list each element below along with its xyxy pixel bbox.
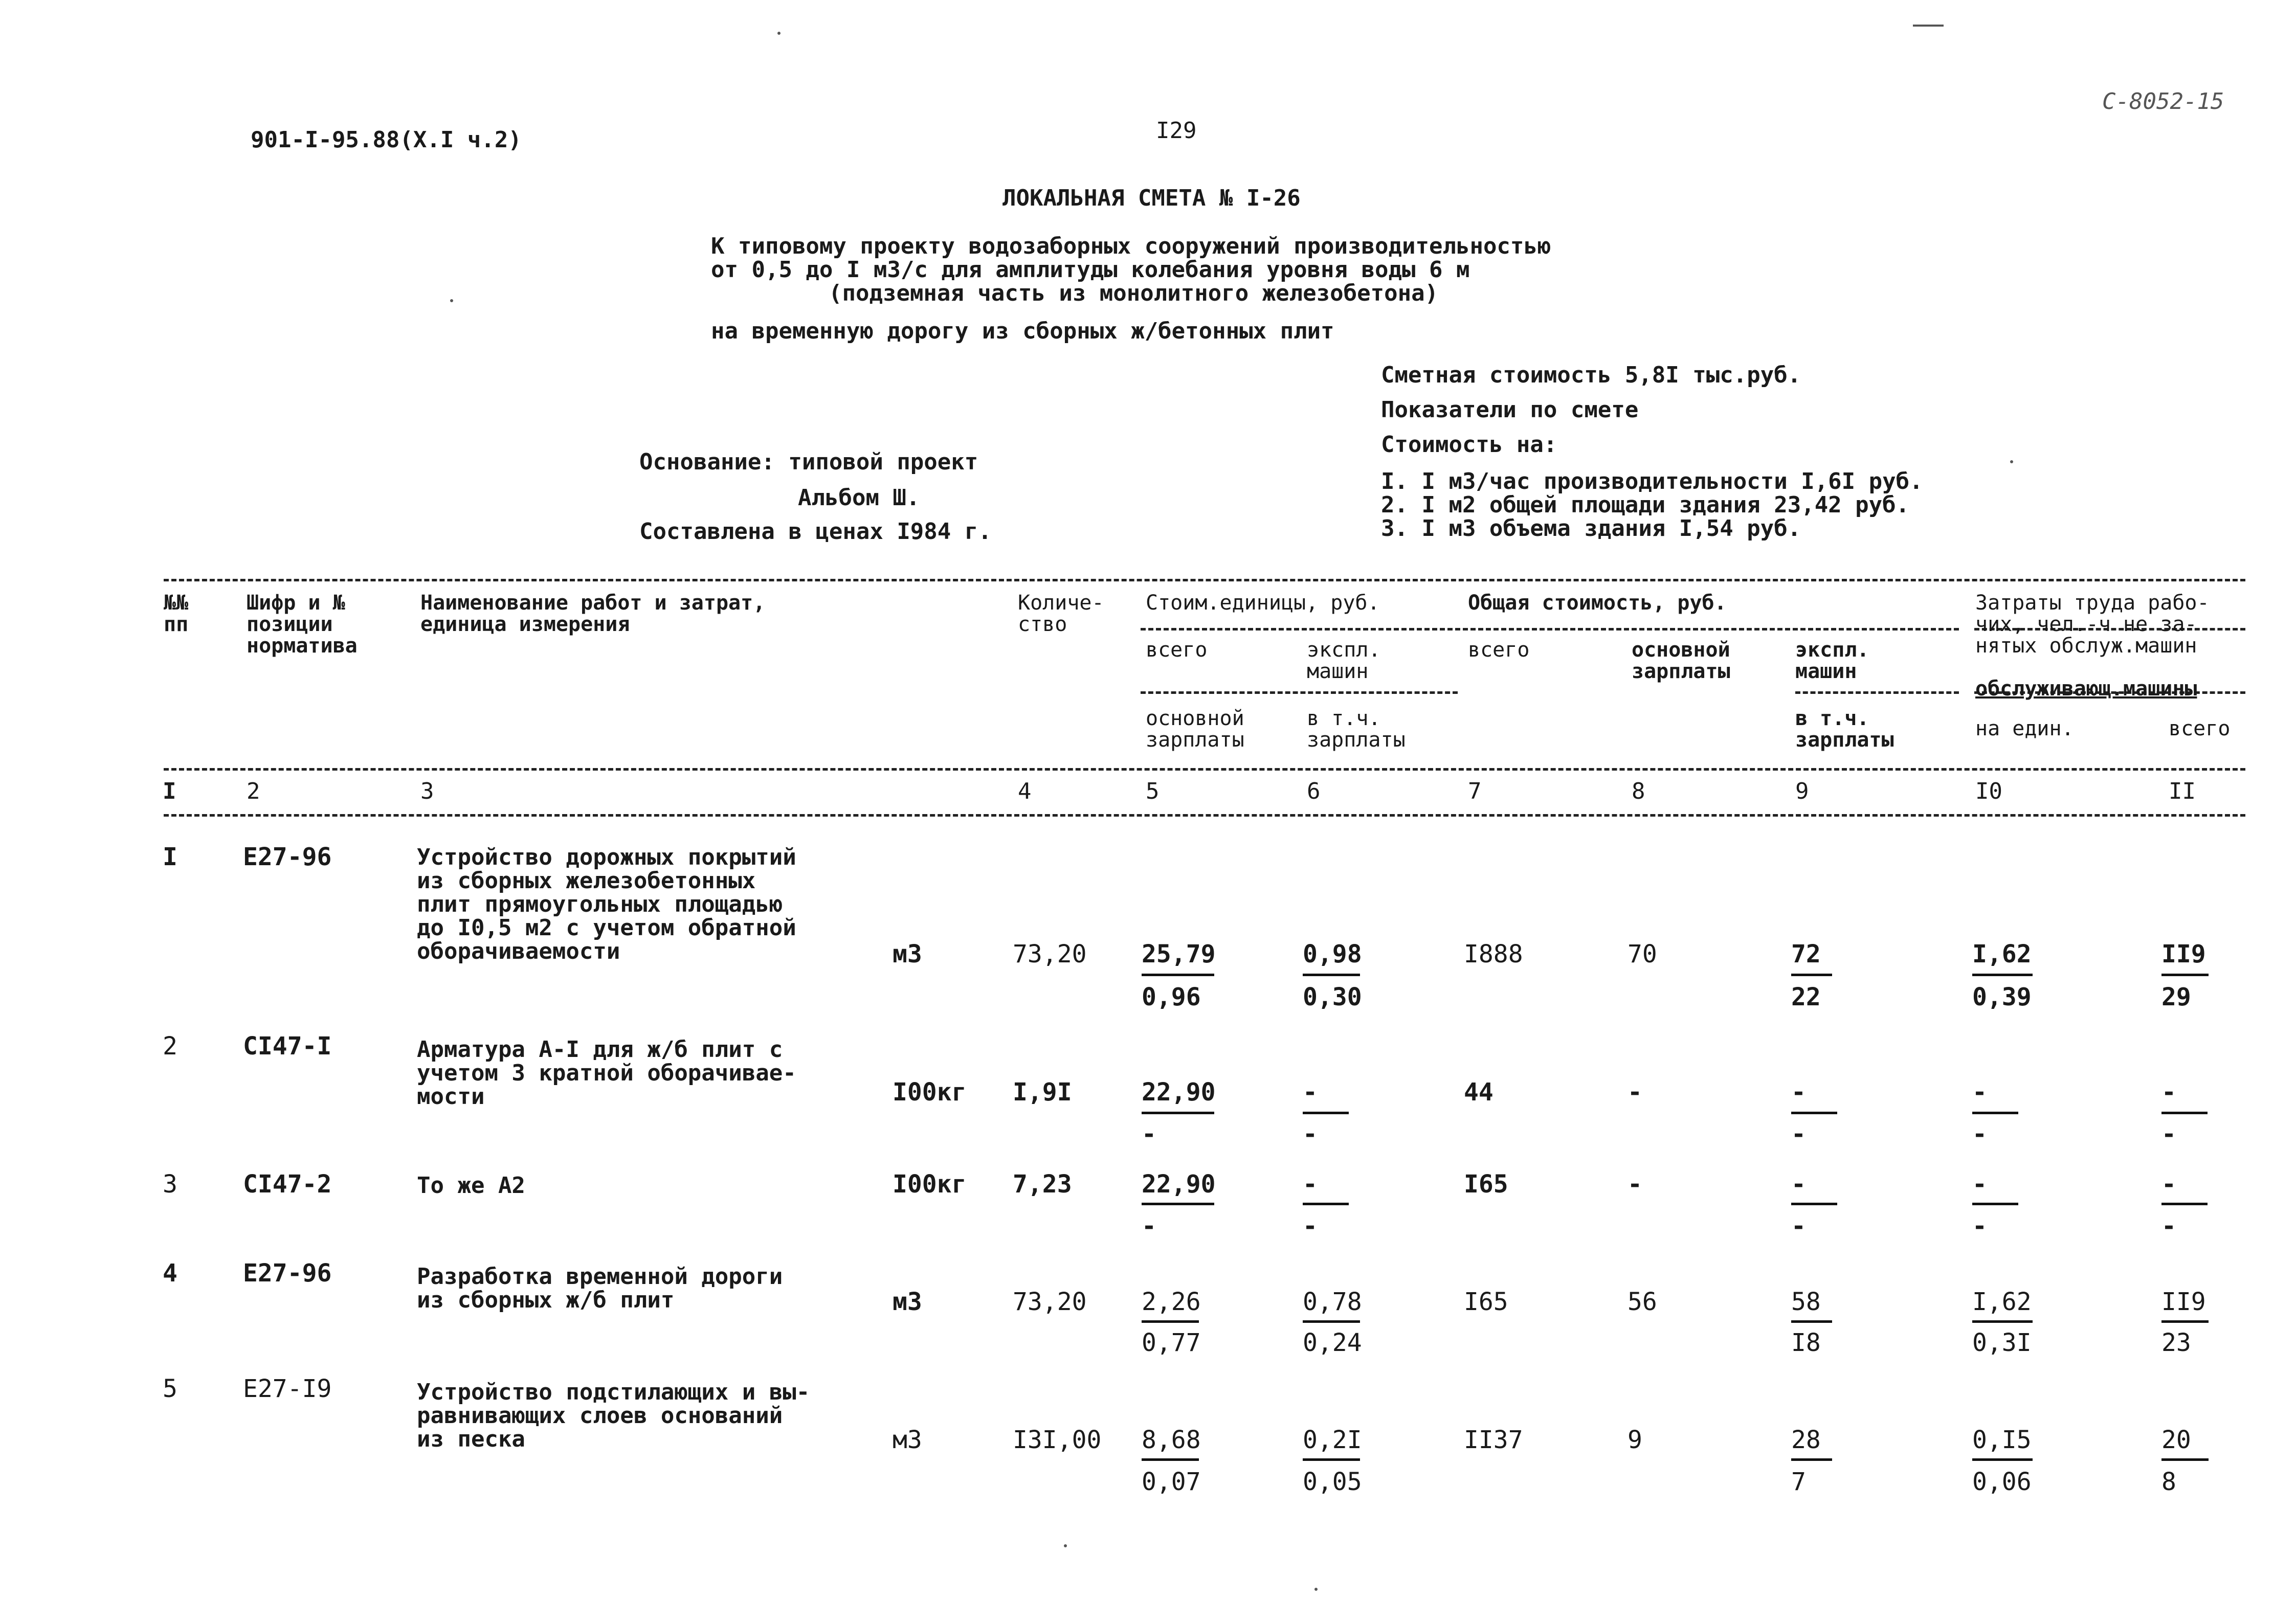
labor-total: II9 bbox=[2161, 940, 2206, 968]
labor-per-unit: 0,I5 bbox=[1972, 1426, 2032, 1454]
row-quantity: 73,20 bbox=[1013, 940, 1087, 968]
row-code: СI47-2 bbox=[243, 1170, 332, 1199]
total-mach-wage: - bbox=[1791, 1120, 1806, 1148]
fraction-bar bbox=[1972, 1112, 2018, 1114]
labor-serv-unit: 0,3I bbox=[1972, 1328, 2032, 1357]
row-description: Устройство подстилающих и вы- равнивающих слоев оснований из песка bbox=[417, 1379, 810, 1452]
labor-serv-total: 29 bbox=[2161, 983, 2191, 1011]
subtitle-line-2: от 0,5 до I м3/с для амплитуды колебания уровня воды 6 м bbox=[711, 257, 1470, 283]
fraction-bar bbox=[2161, 1112, 2208, 1114]
col-header-labor-unit: на един. bbox=[1975, 717, 2074, 740]
col-number: I bbox=[163, 778, 176, 804]
col-header-total-cost: Общая стоимость, руб. bbox=[1468, 591, 1727, 615]
cost-per-heading: Стоимость на: bbox=[1381, 432, 1557, 458]
row-code: Е27-96 bbox=[243, 843, 332, 871]
fraction-bar bbox=[1142, 1458, 1199, 1461]
labor-serv-unit: - bbox=[1972, 1120, 1987, 1148]
indicator-3: 3. I м3 объема здания I,54 руб. bbox=[1381, 515, 1801, 542]
col-header-code: Шифр и № позиции норматива bbox=[247, 591, 358, 658]
header-mach-rule bbox=[1795, 691, 1959, 694]
unit-cost-wage: 0,96 bbox=[1142, 983, 1201, 1011]
unit-cost-mach-wage: 0,24 bbox=[1303, 1328, 1362, 1357]
col-number: I0 bbox=[1975, 778, 2002, 804]
fraction-bar bbox=[1791, 1458, 1832, 1461]
col-header-total-all: всего bbox=[1468, 638, 1530, 662]
document-title: ЛОКАЛЬНАЯ СМЕТА № I-26 bbox=[1002, 185, 1301, 211]
archive-stamp: С-8052-15 bbox=[2102, 88, 2224, 115]
total-cost: I888 bbox=[1464, 940, 1523, 968]
row-quantity: 7,23 bbox=[1013, 1170, 1072, 1199]
total-machines: 72 bbox=[1791, 940, 1821, 968]
col-header-total-incl: в т.ч. зарплаты bbox=[1795, 707, 1894, 752]
header-unit-rule bbox=[1141, 691, 1458, 694]
unit-cost-wage: - bbox=[1142, 1120, 1156, 1148]
document-code: 901-I-95.88(X.I ч.2) bbox=[251, 127, 522, 153]
labor-per-unit: - bbox=[1972, 1170, 1987, 1199]
header-mid-rule bbox=[164, 768, 2245, 771]
fraction-bar bbox=[1142, 1320, 1199, 1323]
total-wage: 56 bbox=[1628, 1288, 1657, 1316]
fraction-bar bbox=[1972, 974, 2033, 976]
fraction-bar bbox=[1303, 1458, 1360, 1461]
indicator-2: 2. I м2 общей площади здания 23,42 руб. bbox=[1381, 492, 1910, 518]
scan-speck bbox=[450, 299, 453, 302]
fraction-bar bbox=[1972, 1320, 2033, 1323]
unit-cost-wage: 0,77 bbox=[1142, 1328, 1201, 1357]
fraction-bar bbox=[2161, 974, 2209, 976]
row-quantity: I,9I bbox=[1013, 1078, 1072, 1107]
row-description: Разработка временной дороги из сборных ж/б плит bbox=[417, 1264, 783, 1313]
col-header-total-mach: экспл. машин bbox=[1795, 638, 1869, 683]
total-mach-wage: 7 bbox=[1791, 1468, 1806, 1496]
total-wage: - bbox=[1628, 1170, 1642, 1199]
fraction-bar bbox=[1142, 1203, 1214, 1205]
total-mach-wage: - bbox=[1791, 1212, 1806, 1241]
unit-cost-mach-wage: - bbox=[1303, 1120, 1318, 1148]
col-header-unit-mach: экспл. машин bbox=[1307, 638, 1381, 683]
col-header-labor-all: всего bbox=[2169, 717, 2231, 740]
labor-total: - bbox=[2161, 1078, 2176, 1107]
header-cost-rule bbox=[1141, 628, 1959, 630]
total-cost: II37 bbox=[1464, 1426, 1523, 1454]
fraction-bar bbox=[1791, 974, 1832, 976]
labor-total: - bbox=[2161, 1170, 2176, 1199]
row-number: 5 bbox=[163, 1374, 177, 1403]
row-unit: I00кг bbox=[893, 1078, 967, 1107]
fraction-bar bbox=[2161, 1320, 2209, 1323]
row-code: Е27-96 bbox=[243, 1259, 332, 1288]
fraction-bar bbox=[1303, 1112, 1349, 1114]
unit-cost-total: 25,79 bbox=[1142, 940, 1216, 968]
basis-line-2: Альбом Ш. bbox=[798, 485, 920, 511]
unit-cost-wage: 0,07 bbox=[1142, 1468, 1201, 1496]
fraction-bar bbox=[1142, 974, 1214, 976]
row-number: 3 bbox=[163, 1170, 177, 1199]
col-header-number: №№ пп bbox=[164, 591, 189, 636]
fraction-bar bbox=[1303, 1320, 1360, 1323]
col-header-name: Наименование работ и затрат, единица измерения bbox=[420, 591, 766, 636]
unit-cost-total: 22,90 bbox=[1142, 1170, 1216, 1199]
col-header-unit-cost: Стоим.единицы, руб. bbox=[1146, 591, 1380, 615]
col-number: 3 bbox=[420, 778, 434, 804]
total-wage: 70 bbox=[1628, 940, 1657, 968]
basis-line-3: Составлена в ценах I984 г. bbox=[639, 519, 992, 545]
row-number: 4 bbox=[163, 1259, 177, 1288]
labor-per-unit: I,62 bbox=[1972, 940, 2032, 968]
col-number: 8 bbox=[1632, 778, 1645, 804]
subtitle-line-3: (подземная часть из монолитного железобетона) bbox=[829, 280, 1439, 306]
row-number: 2 bbox=[163, 1032, 177, 1061]
row-quantity: 73,20 bbox=[1013, 1288, 1087, 1316]
scan-speck bbox=[1314, 1588, 1318, 1591]
unit-cost-machines: 0,78 bbox=[1303, 1288, 1362, 1316]
col-number: 6 bbox=[1307, 778, 1321, 804]
unit-cost-machines: 0,98 bbox=[1303, 940, 1362, 968]
total-machines: 58 bbox=[1791, 1288, 1821, 1316]
subtitle-line-1: К типовому проекту водозаборных сооружений производительностью bbox=[711, 233, 1551, 259]
row-code: Е27-I9 bbox=[243, 1374, 332, 1403]
labor-serv-unit: 0,06 bbox=[1972, 1468, 2032, 1496]
total-cost: I65 bbox=[1464, 1170, 1508, 1199]
unit-cost-mach-wage: 0,05 bbox=[1303, 1468, 1362, 1496]
row-unit: I00кг bbox=[893, 1170, 967, 1199]
row-description: Арматура А-I для ж/б плит с учетом 3 кратной оборачивае- мости bbox=[417, 1036, 796, 1110]
fraction-bar bbox=[1791, 1203, 1837, 1205]
labor-per-unit: I,62 bbox=[1972, 1288, 2032, 1316]
col-header-total-wage: основной зарплаты bbox=[1632, 638, 1730, 683]
scan-speck bbox=[1913, 25, 1944, 27]
scan-speck bbox=[1064, 1544, 1067, 1547]
col-header-unit-all: всего bbox=[1146, 638, 1208, 662]
indicator-1: I. I м3/час производительности I,6I руб. bbox=[1381, 468, 1923, 494]
fraction-bar bbox=[1303, 974, 1360, 976]
labor-serv-total: 23 bbox=[2161, 1328, 2191, 1357]
header-top-rule bbox=[164, 579, 2245, 581]
fraction-bar bbox=[1972, 1203, 2018, 1205]
unit-cost-mach-wage: 0,30 bbox=[1303, 983, 1362, 1011]
col-number: 4 bbox=[1018, 778, 1032, 804]
col-number: 5 bbox=[1146, 778, 1160, 804]
basis-line-1: Основание: типовой проект bbox=[639, 449, 978, 475]
row-code: СI47-I bbox=[243, 1032, 332, 1061]
row-unit: м3 bbox=[893, 1288, 922, 1316]
col-number: 2 bbox=[247, 778, 260, 804]
col-header-labor: Затраты труда рабо- чих, чел.-ч не за- нятых обслуж.машин bbox=[1975, 591, 2210, 658]
total-mach-wage: 22 bbox=[1791, 983, 1821, 1011]
total-machines: 28 bbox=[1791, 1426, 1821, 1454]
unit-cost-machines: - bbox=[1303, 1170, 1318, 1199]
fraction-bar bbox=[1791, 1112, 1837, 1114]
fraction-bar bbox=[1972, 1458, 2033, 1461]
header-bottom-rule bbox=[164, 814, 2245, 817]
unit-cost-wage: - bbox=[1142, 1212, 1156, 1241]
scan-speck bbox=[777, 32, 781, 35]
indicators-heading: Показатели по смете bbox=[1381, 397, 1639, 423]
row-unit: м3 bbox=[893, 1426, 922, 1454]
labor-serv-total: - bbox=[2161, 1212, 2176, 1241]
total-machines: - bbox=[1791, 1170, 1806, 1199]
labor-serv-unit: 0,39 bbox=[1972, 983, 2032, 1011]
labor-total: 20 bbox=[2161, 1426, 2191, 1454]
col-number: 7 bbox=[1468, 778, 1482, 804]
unit-cost-machines: 0,2I bbox=[1303, 1426, 1362, 1454]
subtitle-line-4: на временную дорогу из сборных ж/бетонных плит bbox=[711, 318, 1334, 344]
col-header-unit-incl: в т.ч. зарплаты bbox=[1307, 707, 1406, 752]
fraction-bar bbox=[2161, 1203, 2208, 1205]
fraction-bar bbox=[1791, 1320, 1832, 1323]
total-mach-wage: I8 bbox=[1791, 1328, 1821, 1357]
unit-cost-total: 2,26 bbox=[1142, 1288, 1201, 1316]
fraction-bar bbox=[1303, 1203, 1349, 1205]
labor-serv-total: 8 bbox=[2161, 1468, 2176, 1496]
unit-cost-mach-wage: - bbox=[1303, 1212, 1318, 1241]
col-header-quantity: Количе- ство bbox=[1018, 591, 1104, 636]
unit-cost-total: 8,68 bbox=[1142, 1426, 1201, 1454]
row-unit: м3 bbox=[893, 940, 922, 968]
col-number: II bbox=[2169, 778, 2196, 804]
total-cost: 44 bbox=[1464, 1078, 1493, 1107]
unit-cost-total: 22,90 bbox=[1142, 1078, 1216, 1107]
total-wage: 9 bbox=[1628, 1426, 1642, 1454]
scan-speck bbox=[2010, 460, 2013, 463]
labor-per-unit: - bbox=[1972, 1078, 1987, 1107]
row-description: Устройство дорожных покрытий из сборных железобетонных плит прямоугольных площадью до I0,5 м2 с учетом обратной оборачиваемости bbox=[417, 844, 796, 964]
labor-total: II9 bbox=[2161, 1288, 2206, 1316]
col-header-unit-wage: основной зарплаты bbox=[1146, 707, 1244, 752]
total-wage: - bbox=[1628, 1078, 1642, 1107]
row-number: I bbox=[163, 843, 177, 871]
row-description: То же А2 bbox=[417, 1173, 525, 1199]
total-machines: - bbox=[1791, 1078, 1806, 1107]
col-header-labor-serv: обслуживающ.машины bbox=[1975, 677, 2197, 701]
labor-serv-unit: - bbox=[1972, 1212, 1987, 1241]
unit-cost-machines: - bbox=[1303, 1078, 1318, 1107]
row-quantity: I3I,00 bbox=[1013, 1426, 1102, 1454]
labor-serv-total: - bbox=[2161, 1120, 2176, 1148]
total-cost: I65 bbox=[1464, 1288, 1508, 1316]
fraction-bar bbox=[1142, 1112, 1214, 1114]
col-number: 9 bbox=[1795, 778, 1809, 804]
page-number: I29 bbox=[1156, 118, 1197, 144]
fraction-bar bbox=[2161, 1458, 2209, 1461]
estimated-cost: Сметная стоимость 5,8I тыс.руб. bbox=[1381, 362, 1801, 388]
